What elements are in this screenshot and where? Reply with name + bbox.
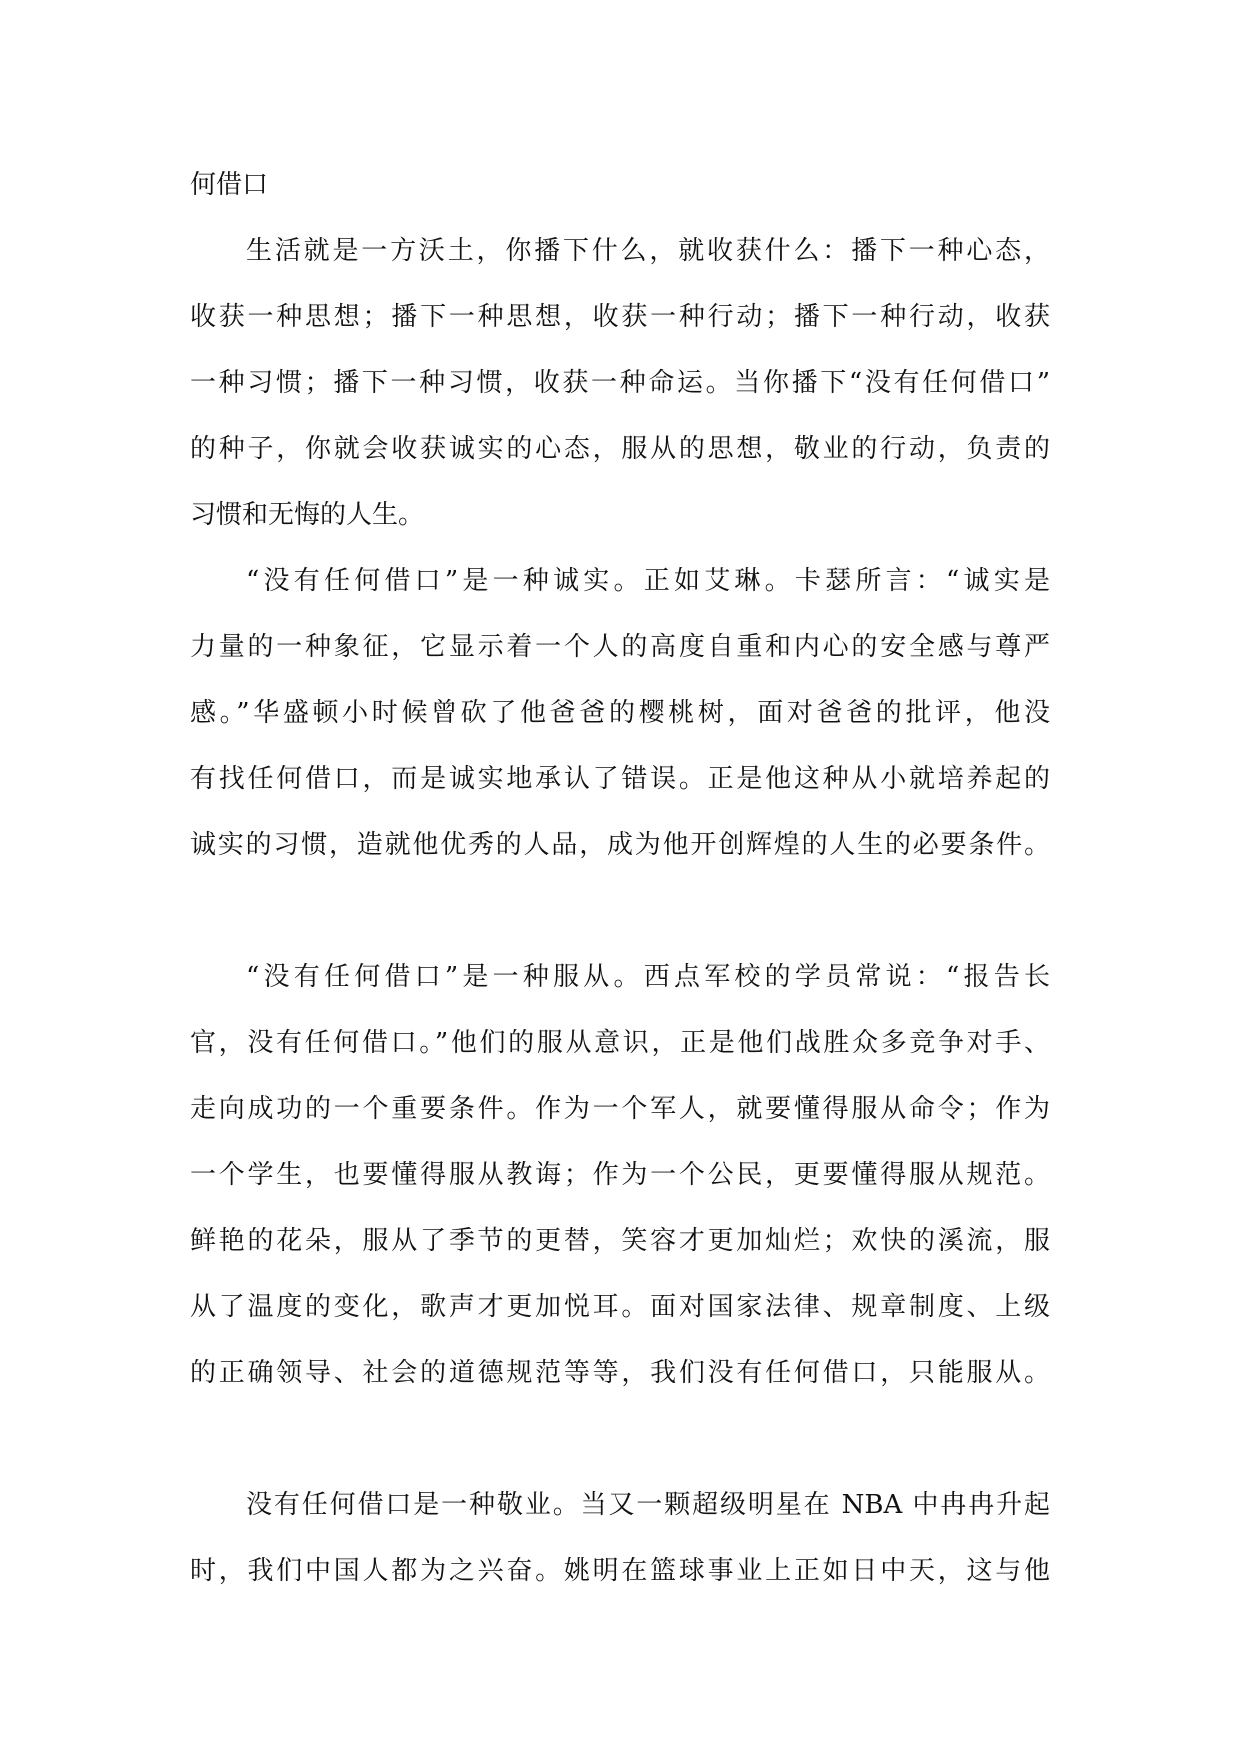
text-line: 的正确领导、社会的道德规范等等，我们没有任何借口，只能服从。: [190, 1358, 1050, 1388]
text-line: 感。”华盛顿小时候曾砍了他爸爸的樱桃树，面对爸爸的批评，他没: [190, 698, 1050, 728]
paragraph-gap: [190, 878, 1050, 944]
text-line: 官，没有任何借口。”他们的服从意识，正是他们战胜众多竞争对手、: [190, 1028, 1050, 1058]
text-line: 收获一种思想；播下一种思想，收获一种行动；播下一种行动，收获: [190, 302, 1050, 332]
text-line: 时，我们中国人都为之兴奋。姚明在篮球事业上正如日中天，这与他: [190, 1556, 1050, 1586]
text-line: 一个学生，也要懂得服从教诲；作为一个公民，更要懂得服从规范。: [190, 1160, 1050, 1190]
text-line: 力量的一种象征，它显示着一个人的高度自重和内心的安全感与尊严: [190, 632, 1050, 662]
text-line: 的种子，你就会收获诚实的心态，服从的思想，敬业的行动，负责的: [190, 434, 1050, 464]
text-line: “没有任何借口”是一种服从。西点军校的学员常说：“报告长: [246, 962, 1050, 992]
text-line: 鲜艳的花朵，服从了季节的更替，笑容才更加灿烂；欢快的溪流，服: [190, 1226, 1050, 1256]
text-line: 生活就是一方沃土，你播下什么，就收获什么：播下一种心态，: [246, 236, 1050, 266]
text-line: 一种习惯；播下一种习惯，收获一种命运。当你播下“没有任何借口”: [190, 368, 1050, 398]
text-line: 有找任何借口，而是诚实地承认了错误。正是他这种从小就培养起的: [190, 764, 1050, 794]
text-line: “没有任何借口”是一种诚实。正如艾琳。卡瑟所言：“诚实是: [246, 566, 1050, 596]
text-line: 走向成功的一个重要条件。作为一个军人，就要懂得服从命令；作为: [190, 1094, 1050, 1124]
text-line: 没有任何借口是一种敬业。当又一颗超级明星在 NBA 中冉冉升起: [246, 1490, 1050, 1520]
text-line: 何借口: [190, 170, 269, 200]
paragraph-gap: [190, 1406, 1050, 1472]
text-line: 从了温度的变化，歌声才更加悦耳。面对国家法律、规章制度、上级: [190, 1292, 1050, 1322]
document-page: [190, 152, 1050, 1604]
text-line: 习惯和无悔的人生。: [190, 500, 425, 530]
text-line: 诚实的习惯，造就他优秀的人品，成为他开创辉煌的人生的必要条件。: [190, 830, 1050, 860]
